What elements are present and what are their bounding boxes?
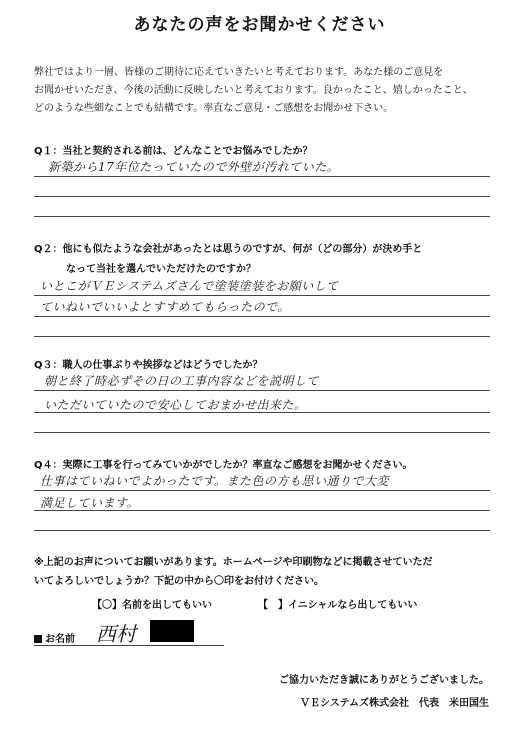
question-2-line-1: Q２：他にも似たような会社があったとは思うのですが、何が（どの部分）が決め手と — [34, 244, 423, 255]
name-value: 西村 — [96, 622, 136, 646]
question-2-line-2: なって当社を選んでいただけたのですか？ — [66, 264, 256, 275]
company-signature: ＶＥシステムズ株式会社 代表 米田国生 — [300, 698, 489, 709]
answer-line — [34, 510, 490, 511]
intro-line: どのような些細なことでも結構です。率直なご意見・ご感想をお聞かせ下さい。 — [34, 103, 394, 114]
answer-line — [34, 530, 490, 531]
name-underline — [34, 645, 224, 646]
answer-2-line-1: いとこがＶＥシステムズさんで塗装塗装をお願いして — [40, 279, 339, 293]
name-label-text: お名前 — [45, 634, 75, 645]
answer-line — [34, 336, 490, 337]
answer-line — [34, 432, 490, 433]
question-3: Q３：職人の仕事ぶりや挨拶などはどうでしたか？ — [34, 360, 263, 371]
answer-line — [34, 196, 490, 197]
answer-line — [34, 216, 490, 217]
option-initial-ok[interactable]: 【 】イニシャルなら出してもいい — [258, 600, 418, 611]
answer-3-line-2: いただいていたので安心しておまかせ出来た。 — [44, 398, 307, 412]
answer-1-line-1: 新築から17年位たっていたので外壁が汚れていた。 — [48, 160, 340, 174]
page-title: あなたの声をお聞かせください — [133, 15, 386, 35]
intro-line: 弊社ではより一層、皆様のご期待に応えていきたいと考えております。あなた様のご意見を — [34, 67, 444, 78]
answer-line — [34, 316, 490, 317]
answer-3-line-1: 朝と終了時必ずその日の工事内容などを説明して — [44, 374, 320, 388]
answer-line — [34, 176, 490, 177]
answer-2-line-2: ていねいでいいよとすすめてもらったので。 — [40, 300, 290, 314]
notice-line: ※上記のお声についてお願いがあります。ホームページや印刷物などに掲載させていただ — [34, 557, 433, 568]
answer-line — [34, 490, 490, 491]
answer-line — [34, 295, 490, 296]
notice-line: いてよろしいでしょうか？下記の中から〇印をお付けください。 — [34, 576, 324, 587]
option-name-ok[interactable]: 【〇】名前を出してもいい — [92, 600, 212, 611]
redaction-block — [150, 620, 194, 642]
answer-line — [34, 390, 490, 391]
question-1: Q１：当社と契約される前は、どんなことでお悩みでしたか？ — [34, 146, 313, 157]
question-4: Q４：実際に工事を行ってみていかがでしたか？率直なご感想をお聞かせください。 — [34, 460, 413, 471]
square-bullet-icon — [34, 635, 42, 643]
answer-line — [34, 412, 490, 413]
answer-4-line-1: 仕事はていねいでよかったです。また色の方も思い通りで大変 — [40, 474, 390, 488]
name-label — [34, 630, 75, 645]
intro-text — [34, 64, 504, 118]
answer-4-line-2: 満足しています。 — [40, 496, 140, 510]
publication-notice — [34, 553, 504, 591]
thanks-message: ご協力いただき誠にありがとうございました。 — [279, 675, 489, 686]
intro-line: お聞かせいただき、今後の活動に反映したいと考えております。良かったこと、嬉しかったこと、 — [34, 85, 473, 96]
